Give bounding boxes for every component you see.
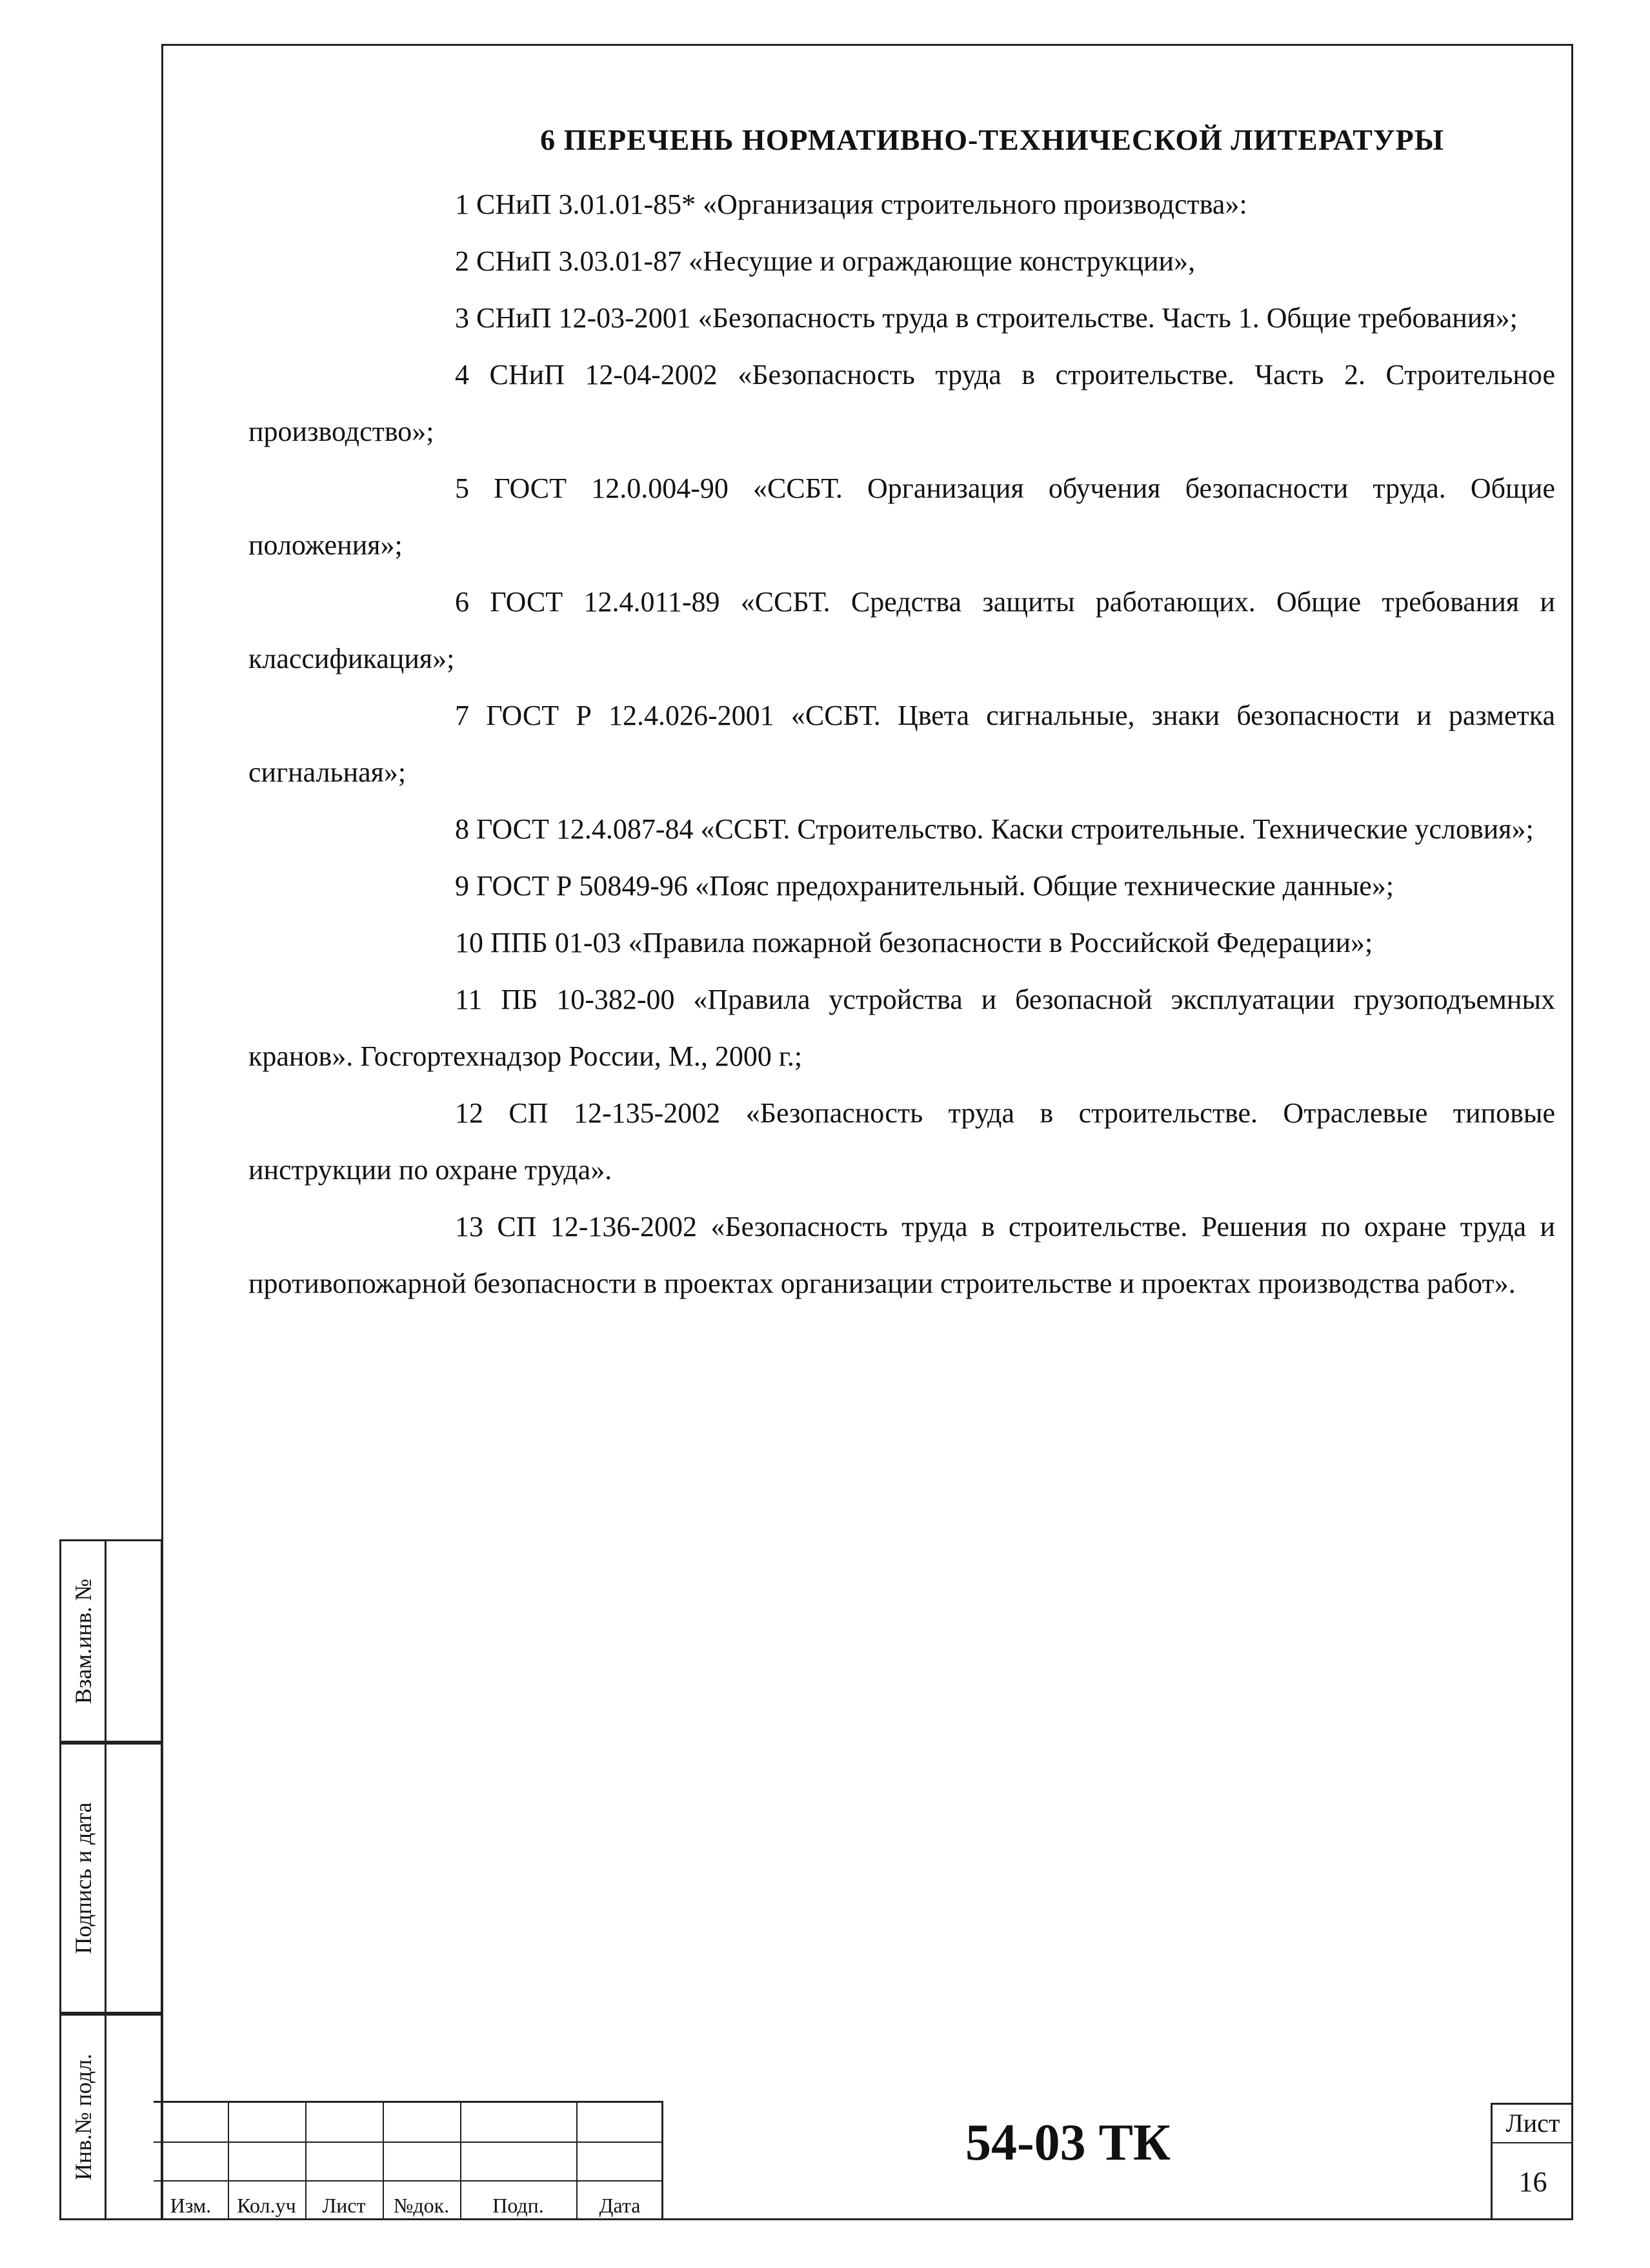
revision-table xyxy=(154,2101,663,2220)
list-item-number: 13 xyxy=(455,1211,483,1242)
header-signature: Подп. xyxy=(492,2194,544,2217)
list-item-text: ПБ 10-382-00 «Правила устройства и безопасной эксплуатации грузоподъемных кранов». Госгортехнадзор России, М., 2000 г.; xyxy=(248,984,1556,1072)
list-item-text: СНиП 3.03.01-87 «Несущие и ограждающие конструкции», xyxy=(476,245,1196,277)
side-stamp-replaced-inv xyxy=(59,1539,163,1743)
list-item-number: 8 xyxy=(455,813,469,845)
list-item-number: 7 xyxy=(455,700,469,731)
list-item xyxy=(248,1199,1555,1312)
list-item xyxy=(248,801,1555,858)
list-item-number: 10 xyxy=(455,927,483,958)
document-code: 54-03 ТК xyxy=(965,2114,1171,2171)
list-item xyxy=(248,290,1555,347)
sheet-label: Лист xyxy=(1493,2105,1573,2143)
list-item xyxy=(248,971,1555,1085)
list-item-number: 2 xyxy=(455,245,469,277)
list-item xyxy=(248,233,1555,290)
header-doc-number: №док. xyxy=(393,2194,450,2217)
list-item xyxy=(248,1085,1555,1199)
list-item-text: ГОСТ Р 12.4.026-2001 «ССБТ. Цвета сигнальные, знаки безопасности и разметка сигнальная»; xyxy=(248,700,1555,788)
list-item-text: ГОСТ 12.4.087-84 «ССБТ. Строительство. Каски строительные. Технические условия»; xyxy=(476,813,1534,845)
list-item xyxy=(248,347,1555,460)
list-item-text: ГОСТ 12.4.011-89 «ССБТ. Средства защиты работающих. Общие требования и классификация»; xyxy=(248,586,1555,674)
list-item-text: СНиП 12-04-2002 «Безопасность труда в строительстве. Часть 2. Строительное производство»; xyxy=(248,359,1556,447)
header-sheet: Лист xyxy=(322,2194,366,2217)
side-stamp-label: Взам.инв. № xyxy=(70,1578,96,1704)
list-item xyxy=(248,915,1555,971)
side-stamp-label: Инв.№ подл. xyxy=(70,2053,96,2181)
list-item-number: 5 xyxy=(455,472,469,504)
list-item-number: 11 xyxy=(455,984,483,1015)
side-stamp-label: Подпись и дата xyxy=(70,1802,96,1954)
list-item-number: 9 xyxy=(455,870,469,902)
sheet-number: 16 xyxy=(1518,2166,1547,2198)
header-change: Изм. xyxy=(170,2194,212,2217)
list-item xyxy=(248,687,1555,801)
list-item-text: ГОСТ Р 50849-96 «Пояс предохранительный. Общие технические данные»; xyxy=(476,870,1394,902)
list-item-number: 12 xyxy=(455,1097,483,1129)
list-item-text: СНиП 3.01.01-85* «Организация строительного производства»: xyxy=(476,188,1247,220)
list-item-number: 6 xyxy=(455,586,469,618)
list-item-text: ППБ 01-03 «Правила пожарной безопасности в Российской Федерации»; xyxy=(490,927,1373,958)
list-item xyxy=(248,574,1555,687)
page-title: 6 ПЕРЕЧЕНЬ НОРМАТИВНО-ТЕХНИЧЕСКОЙ ЛИТЕРАТУРЫ xyxy=(540,123,1444,156)
list-item xyxy=(248,460,1555,574)
literature-list xyxy=(248,176,1555,1312)
header-count: Кол.уч xyxy=(237,2194,296,2217)
list-item xyxy=(248,858,1555,915)
list-item xyxy=(248,176,1555,233)
list-item-text: СП 12-135-2002 «Безопасность труда в строительстве. Отраслевые типовые инструкции по охране труда». xyxy=(248,1097,1555,1186)
side-stamp-original-inv xyxy=(59,2014,163,2220)
side-stamp-signature-date xyxy=(59,1743,163,2014)
list-item-number: 1 xyxy=(455,188,469,220)
list-item-text: СНиП 12-03-2001 «Безопасность труда в строительстве. Часть 1. Общие требования»; xyxy=(476,302,1518,334)
list-item-number: 4 xyxy=(455,359,469,390)
document-body xyxy=(248,123,1555,1312)
sheet-number-box xyxy=(1491,2103,1573,2220)
list-item-number: 3 xyxy=(455,302,469,334)
header-date: Дата xyxy=(599,2194,641,2217)
list-item-text: СП 12-136-2002 «Безопасность труда в строительстве. Решения по охране труда и противопожарной безопасности в проектах организации строительстве и проектах производства работ». xyxy=(248,1211,1555,1299)
list-item-text: ГОСТ 12.0.004-90 «ССБТ. Организация обучения безопасности труда. Общие положения»; xyxy=(248,472,1555,561)
